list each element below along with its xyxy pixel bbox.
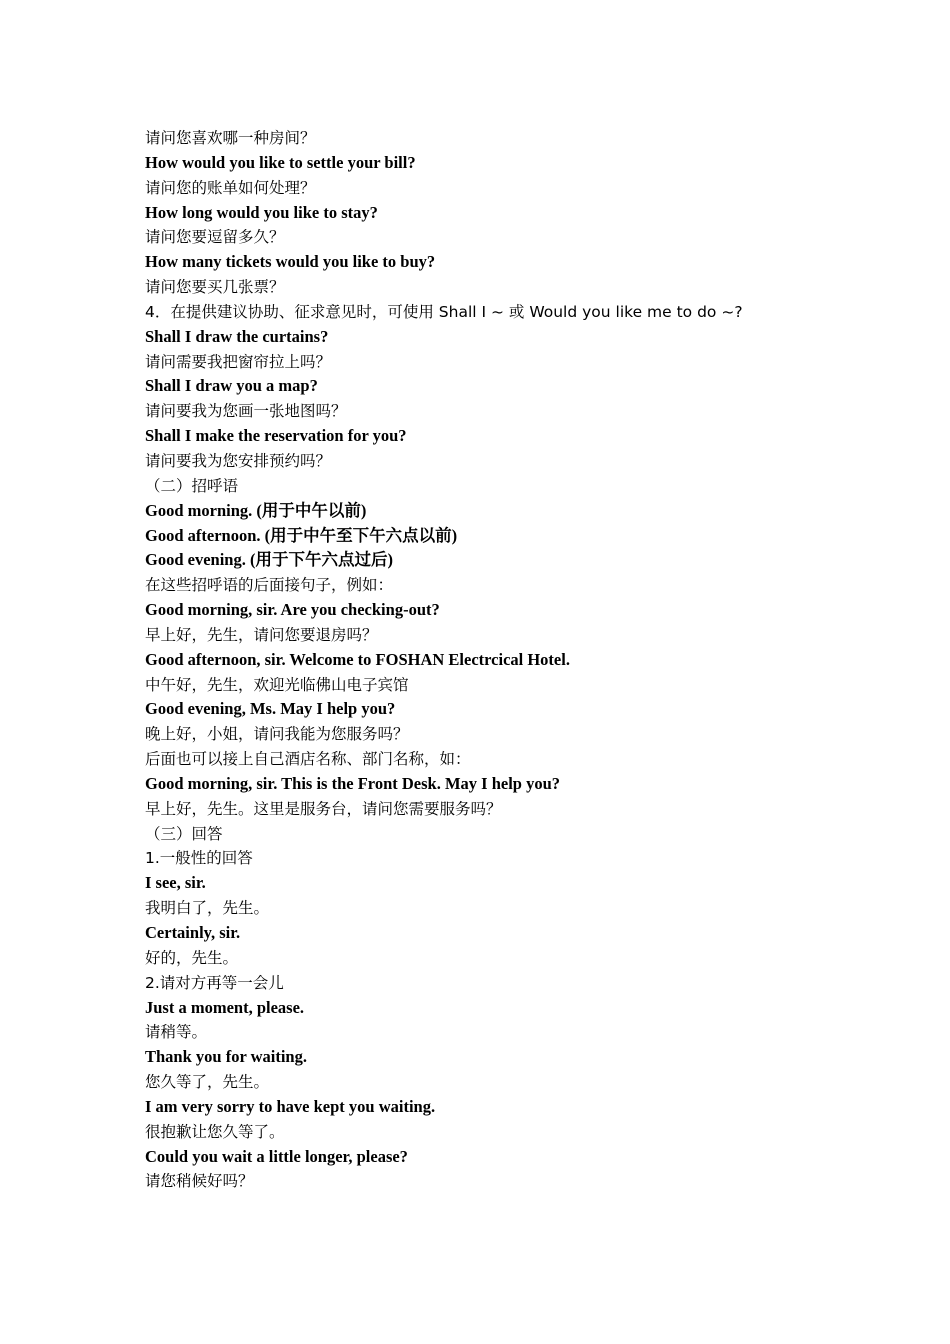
- text-line: Good evening, Ms. May I help you?: [145, 699, 396, 719]
- text-line: How long would you like to stay?: [145, 202, 378, 222]
- text-line: Could you wait a little longer, please?: [145, 1146, 408, 1166]
- text-line: Good morning, sir. Are you checking-out?: [145, 600, 440, 620]
- text-line: Good morning. (用于中午以前): [145, 500, 367, 520]
- text-line: I am very sorry to have kept you waiting.: [145, 1096, 436, 1116]
- text-line: 请您稍候好吗？: [145, 1172, 254, 1191]
- text-line: 好的，先生。: [145, 948, 239, 967]
- text-line: 请问您要逗留多久？: [145, 228, 285, 247]
- text-line: Good afternoon, sir. Welcome to FOSHAN Electrcical Hotel.: [145, 649, 570, 669]
- text-line: Shall I draw you a map?: [145, 376, 318, 396]
- text-line: 请问您要买几张票？: [145, 278, 285, 297]
- text-line: 很抱歉让您久等了。: [145, 1122, 285, 1141]
- text-line: 我明白了，先生。: [145, 899, 270, 918]
- subsection-heading: 2.请对方再等一会儿: [145, 973, 284, 992]
- text-line: Thank you for waiting.: [145, 1047, 307, 1067]
- text-line: 请问需要我把窗帘拉上吗？: [145, 352, 332, 371]
- text-line: 请问您喜欢哪一种房间？: [145, 129, 316, 147]
- text-line: Good morning, sir. This is the Front Desk. May I help you?: [145, 773, 561, 793]
- text-line: Shall I draw the curtains?: [145, 326, 329, 346]
- text-line: 中午好，先生，欢迎光临佛山电子宾馆: [145, 675, 409, 694]
- section-heading: 4．在提供建议协助、征求意见时，可使用 Shall I ~ 或 Would you like me to do ~?: [145, 302, 743, 321]
- text-line: Certainly, sir.: [145, 923, 241, 942]
- text-line: Just a moment, please.: [145, 997, 305, 1017]
- text-line: How many tickets would you like to buy?: [145, 252, 436, 272]
- section-heading: （三）回答: [145, 824, 223, 843]
- text-line: Good evening. (用于下午六点过后): [145, 550, 393, 570]
- text-line: 在这些招呼语的后面接句子，例如：: [145, 576, 394, 595]
- text-line: I see, sir.: [145, 873, 206, 893]
- text-line: Good afternoon. (用于中午至下午六点以前): [145, 525, 458, 545]
- text-line: Shall I make the reservation for you?: [145, 426, 407, 446]
- text-line: 后面也可以接上自己酒店名称、部门名称，如：: [145, 750, 471, 769]
- section-heading: （二）招呼语: [145, 476, 239, 495]
- text-line: 请问要我为您画一张地图吗？: [145, 402, 347, 421]
- text-line: How would you like to settle your bill?: [145, 152, 416, 172]
- document-page: [145, 126, 905, 1194]
- text-line: 您久等了，先生。: [145, 1073, 270, 1092]
- text-line: 请稍等。: [145, 1023, 208, 1042]
- subsection-heading: 1.一般性的回答: [145, 849, 253, 868]
- text-line: 早上好，先生。这里是服务台，请问您需要服务吗？: [145, 799, 502, 818]
- text-line: 请问要我为您安排预约吗？: [145, 451, 332, 470]
- text-line: 早上好，先生，请问您要退房吗？: [145, 625, 378, 644]
- text-line: 请问您的账单如何处理？: [145, 178, 316, 197]
- text-line: 晚上好，小姐，请问我能为您服务吗？: [145, 725, 409, 744]
